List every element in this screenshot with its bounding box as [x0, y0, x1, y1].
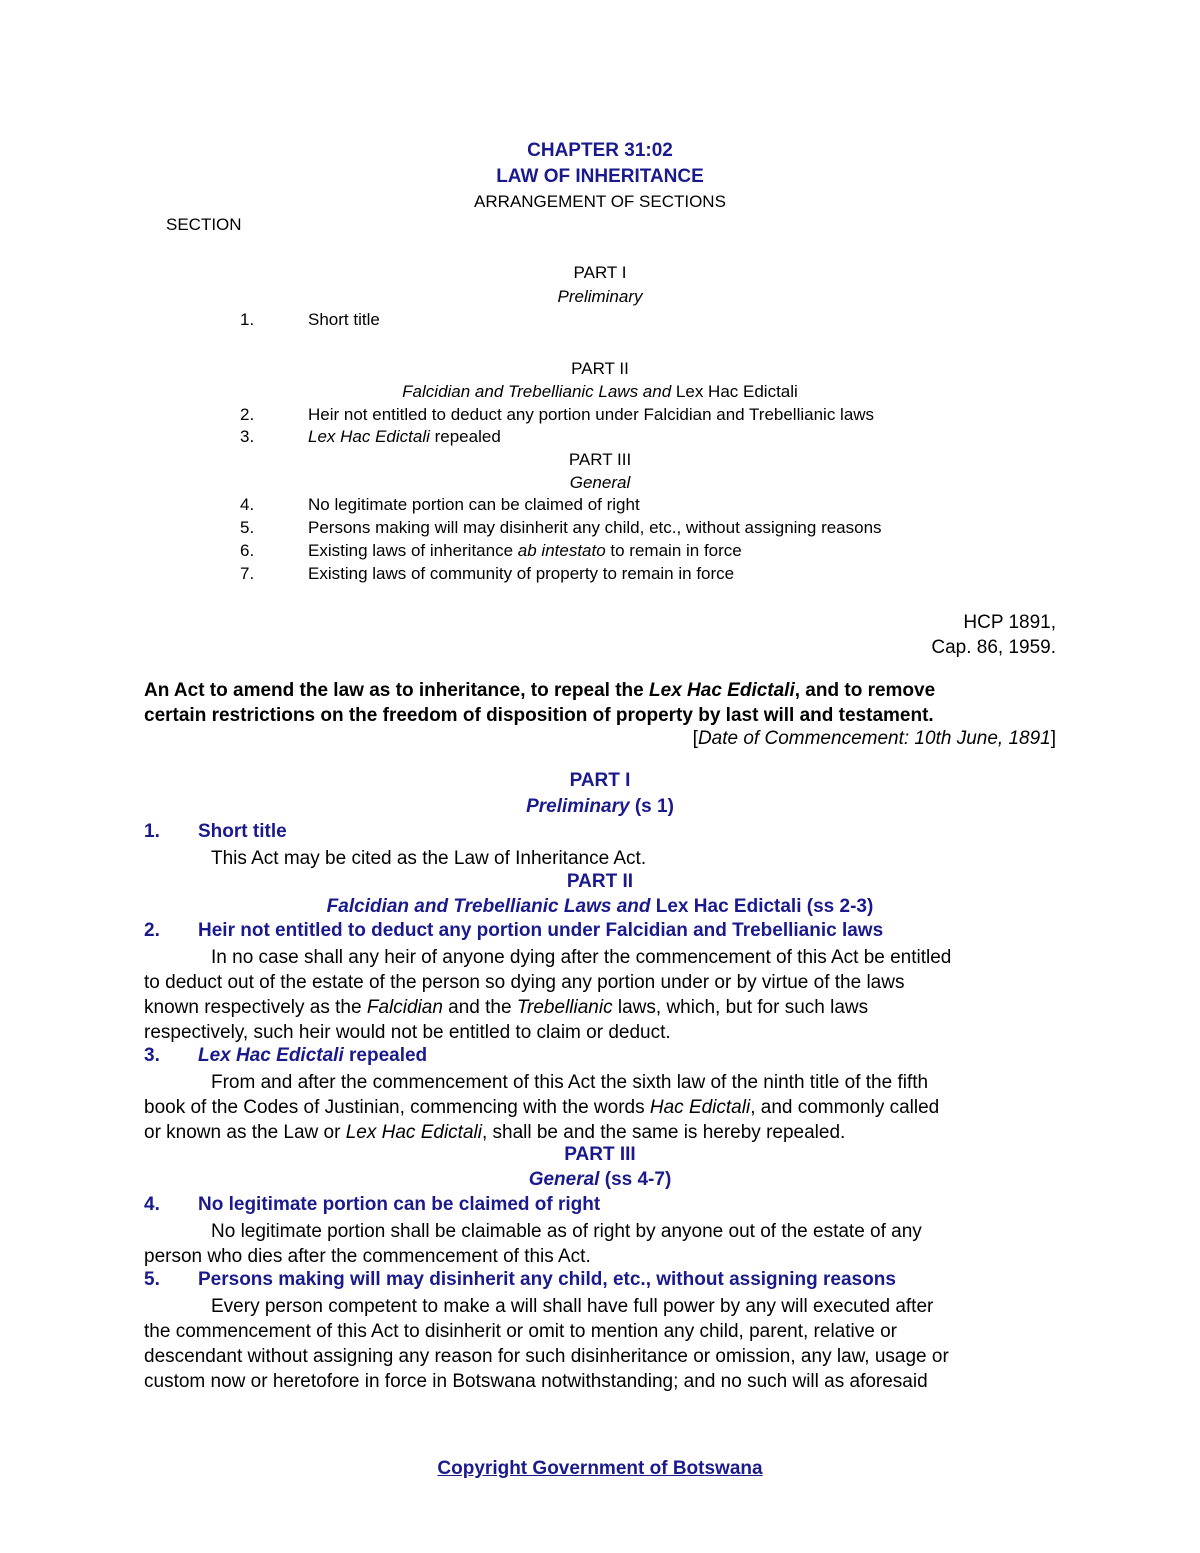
- para-line: descendant without assigning any reason for such disinheritance or omission, any law, usage or: [144, 1346, 949, 1367]
- section-1-text: [144, 846, 1056, 871]
- para-line: person who dies after the commencement of this Act.: [144, 1246, 591, 1267]
- toc-item-text: Heir not entitled to deduct any portion under Falcidian and Trebellianic laws: [308, 405, 875, 424]
- para-line: the commencement of this Act to disinherit or omit to mention any child, parent, relative or: [144, 1321, 897, 1342]
- section-number: 5.: [144, 1269, 160, 1290]
- section-5-text: [144, 1294, 1056, 1394]
- toc-plain-text: repealed: [429, 427, 501, 446]
- bracket: [: [692, 728, 698, 749]
- toc-part-1-label: PART I: [573, 263, 627, 282]
- section-title-plain: repealed: [343, 1045, 428, 1066]
- para-text: book of the Codes of Justinian, commencing with the words: [144, 1097, 650, 1118]
- section-title: Heir not entitled to deduct any portion under Falcidian and Trebellianic laws: [198, 920, 884, 941]
- part-subtitle-italic: Preliminary: [526, 796, 630, 817]
- part-3-label: PART III: [564, 1144, 636, 1165]
- part-1-label: PART I: [569, 770, 631, 791]
- toc-plain-text: to remain in force: [605, 541, 742, 560]
- part-2-subtitle: [0, 896, 1200, 918]
- toc-part-3-subtitle: General: [569, 473, 631, 492]
- act-italic-text: Lex Hac Edictali: [649, 680, 795, 701]
- para-text: , and commonly called: [750, 1097, 940, 1118]
- commencement-date: [693, 728, 1056, 750]
- section-number: 4.: [144, 1194, 160, 1215]
- para-line: custom now or heretofore in force in Botswana notwithstanding; and no such will as aforesaid: [144, 1371, 928, 1392]
- act-title-line-1: [144, 678, 1056, 703]
- section-number: 2.: [144, 920, 160, 941]
- para-text: or known as the Law or: [144, 1122, 346, 1143]
- part-3-subtitle: [0, 1169, 1200, 1191]
- source-citation-1: HCP 1891,: [963, 612, 1056, 633]
- para-line: Every person competent to make a will shall have full power by any will executed after: [211, 1296, 934, 1317]
- para-text: known respectively as the: [144, 997, 367, 1018]
- para-italic: Trebellianic: [516, 997, 613, 1018]
- section-title: No legitimate portion can be claimed of right: [198, 1194, 601, 1215]
- toc-item-number: 6.: [240, 541, 255, 560]
- toc-subtitle-italic: Falcidian and Trebellianic Laws and: [402, 382, 672, 401]
- toc-item-number: 4.: [240, 495, 255, 514]
- section-number: 1.: [144, 821, 160, 842]
- toc-part-3-label: PART III: [568, 450, 632, 469]
- chapter-title: LAW OF INHERITANCE: [496, 166, 704, 187]
- toc-italic-text: Lex Hac Edictali: [308, 427, 430, 446]
- bracket: ]: [1050, 728, 1056, 749]
- para-line: No legitimate portion shall be claimable as of right by anyone out of the estate of any: [211, 1221, 922, 1242]
- section-number: 3.: [144, 1045, 160, 1066]
- para-line: [144, 1095, 1056, 1120]
- para-italic: Falcidian: [366, 997, 443, 1018]
- toc-part-2-label: PART II: [571, 359, 629, 378]
- toc-item-text: No legitimate portion can be claimed of right: [308, 495, 640, 514]
- chapter-number: CHAPTER 31:02: [527, 140, 673, 161]
- arrangement-heading: ARRANGEMENT OF SECTIONS: [474, 192, 726, 211]
- toc-item-text: [308, 427, 501, 447]
- para-text: , shall be and the same is hereby repealed.: [481, 1122, 846, 1143]
- section-3-text: [144, 1070, 1056, 1145]
- section-title: Persons making will may disinherit any child, etc., without assigning reasons: [198, 1269, 896, 1290]
- toc-item-text: Short title: [308, 310, 380, 329]
- para-line: In no case shall any heir of anyone dying after the commencement of this Act be entitled: [211, 947, 952, 968]
- part-2-label: PART II: [566, 871, 634, 892]
- copyright-link[interactable]: Copyright Government of Botswana: [437, 1458, 763, 1479]
- section-4-text: [144, 1219, 1056, 1269]
- part-subtitle-plain: (s 1): [629, 796, 674, 817]
- para-line: From and after the commencement of this Act the sixth law of the ninth title of the fifth: [211, 1072, 929, 1093]
- toc-part-1-subtitle: Preliminary: [557, 287, 643, 306]
- section-title: [198, 1045, 427, 1067]
- para-line: [144, 995, 1056, 1020]
- toc-item-number: 1.: [240, 310, 255, 329]
- para-line: This Act may be cited as the Law of Inheritance Act.: [211, 848, 647, 869]
- toc-plain-text: Existing laws of inheritance: [308, 541, 518, 560]
- para-text: and the: [442, 997, 517, 1018]
- section-2-text: [144, 945, 1056, 1045]
- source-citation-2: Cap. 86, 1959.: [931, 637, 1056, 658]
- toc-part-2-subtitle: [0, 382, 1200, 402]
- part-subtitle-italic: Falcidian and Trebellianic Laws and: [326, 896, 651, 917]
- para-line: [144, 1120, 1056, 1145]
- part-1-subtitle: [0, 796, 1200, 818]
- act-text: An Act to amend the law as to inheritance, to repeal the: [144, 680, 650, 701]
- para-text: laws, which, but for such laws: [612, 997, 869, 1018]
- toc-item-text: Persons making will may disinherit any child, etc., without assigning reasons: [308, 518, 882, 537]
- act-text: , and to remove: [794, 680, 936, 701]
- toc-item-number: 7.: [240, 564, 255, 583]
- toc-item-number: 3.: [240, 427, 255, 446]
- toc-item-number: 5.: [240, 518, 255, 537]
- para-line: respectively, such heir would not be entitled to claim or deduct.: [144, 1022, 671, 1043]
- section-title-italic: Lex Hac Edictali: [198, 1045, 344, 1066]
- section-label: SECTION: [166, 215, 242, 234]
- toc-item-text: [308, 541, 742, 561]
- commencement-text: Date of Commencement: 10th June, 1891: [697, 728, 1051, 749]
- section-title: Short title: [198, 821, 287, 842]
- part-subtitle-plain: Lex Hac Edictali (ss 2-3): [650, 896, 874, 917]
- act-title-line-2: certain restrictions on the freedom of disposition of property by last will and testament.: [144, 705, 934, 726]
- part-subtitle-plain: (ss 4-7): [599, 1169, 672, 1190]
- toc-item-text: Existing laws of community of property to remain in force: [308, 564, 735, 583]
- para-italic: Hac Edictali: [649, 1097, 751, 1118]
- toc-italic-text: ab intestato: [517, 541, 606, 560]
- toc-item-number: 2.: [240, 405, 255, 424]
- part-subtitle-italic: General: [528, 1169, 600, 1190]
- act-long-title: [144, 678, 1056, 728]
- para-line: to deduct out of the estate of the person so dying any portion under or by virtue of the laws: [144, 972, 905, 993]
- para-italic: Lex Hac Edictali: [345, 1122, 482, 1143]
- toc-subtitle-plain: Lex Hac Edictali: [671, 382, 798, 401]
